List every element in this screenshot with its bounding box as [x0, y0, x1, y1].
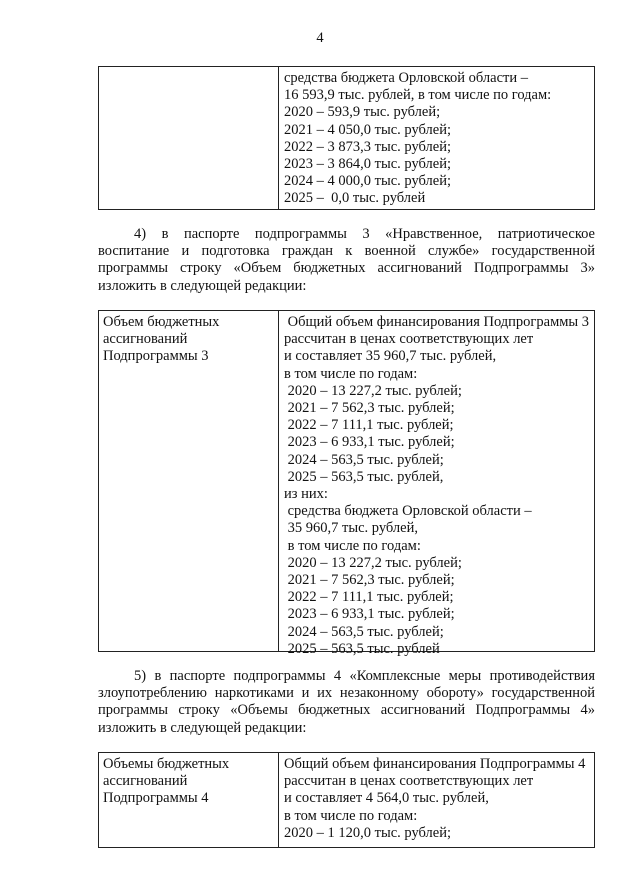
table-line: рассчитан в ценах соответствующих лет: [284, 773, 534, 790]
table-line: 2023 – 6 933,1 тыс. рублей;: [284, 434, 455, 451]
table-line: из них:: [284, 486, 328, 503]
table-value-cell: [279, 753, 594, 847]
budget-table-continued: [98, 66, 595, 210]
table-label-line: ассигнований: [103, 773, 188, 790]
table-line: 35 960,7 тыс. рублей,: [284, 520, 418, 537]
table-line: 2025 – 563,5 тыс. рублей: [284, 640, 440, 657]
table-line: 2020 – 13 227,2 тыс. рублей;: [284, 554, 462, 571]
table-line: в том числе по годам:: [284, 807, 418, 824]
table-label-line: ассигнований: [103, 331, 188, 348]
table-line: рассчитан в ценах соответствующих лет: [284, 331, 534, 348]
table-line: 2021 – 7 562,3 тыс. рублей;: [284, 572, 455, 589]
paragraph-text: 5) в паспорте подпрограммы 4 «Комплексные меры противодействия злоупотреблению наркотиками и их незаконному обороту» государственной программы строку «Объемы бюджетных ассигнований Подпрограммы 4» изложить в следующей редакции:: [98, 668, 595, 736]
table-line: средства бюджета Орловской области –: [284, 70, 528, 86]
table-line: Общий объем финансирования Подпрограммы 3: [284, 314, 590, 330]
table-line: 2022 – 3 873,3 тыс. рублей;: [284, 138, 451, 155]
table-line: 2023 – 6 933,1 тыс. рублей;: [284, 606, 455, 623]
table-line: 16 593,9 тыс. рублей, в том числе по годам:: [284, 87, 552, 104]
table-label-line: Подпрограммы 4: [103, 790, 209, 807]
table-line: и составляет 4 564,0 тыс. рублей,: [284, 790, 489, 807]
table-line: 2025 – 0,0 тыс. рублей: [284, 190, 426, 207]
table-label-cell: [99, 311, 279, 651]
paragraph-text: 4) в паспорте подпрограммы 3 «Нравственное, патриотическое воспитание и подготовка граждан к военной службе» государственной программы строку «Объем бюджетных ассигнований Подпрограммы 3» изложить в следующей редакции:: [98, 226, 595, 294]
paragraph-item-5: [98, 668, 595, 737]
table-line: 2025 – 563,5 тыс. рублей,: [284, 468, 444, 485]
table-line: 2020 – 13 227,2 тыс. рублей;: [284, 382, 462, 399]
table-label-line: Объем бюджетных: [103, 314, 220, 330]
table-line: 2021 – 4 050,0 тыс. рублей;: [284, 121, 451, 138]
page-number: 4: [316, 30, 324, 46]
table-line: 2020 – 593,9 тыс. рублей;: [284, 104, 441, 121]
budget-table-subprogram-4: [98, 752, 595, 848]
table-line: 2024 – 4 000,0 тыс. рублей;: [284, 173, 451, 190]
table-line: 2021 – 7 562,3 тыс. рублей;: [284, 400, 455, 417]
paragraph-item-4: [98, 226, 595, 295]
table-line: 2024 – 563,5 тыс. рублей;: [284, 451, 444, 468]
budget-table-subprogram-3: [98, 310, 595, 657]
table-label-cell: [99, 753, 279, 847]
table-value-cell: [279, 311, 594, 657]
table-label-line: Подпрограммы 3: [103, 348, 209, 365]
table-line: в том числе по годам:: [284, 537, 421, 554]
table-label-cell: [99, 67, 279, 209]
table-value-cell: [279, 67, 594, 209]
table-line: 2024 – 563,5 тыс. рублей;: [284, 623, 444, 640]
table-label-line: Объемы бюджетных: [103, 756, 230, 772]
table-line: 2020 – 1 120,0 тыс. рублей;: [284, 824, 451, 841]
table-line: Общий объем финансирования Подпрограммы 4: [284, 756, 586, 772]
table-line: средства бюджета Орловской области –: [284, 503, 532, 520]
table-line: 2022 – 7 111,1 тыс. рублей;: [284, 417, 454, 434]
table-line: 2022 – 7 111,1 тыс. рублей;: [284, 589, 454, 606]
table-line: в том числе по годам:: [284, 365, 418, 382]
table-line: 2023 – 3 864,0 тыс. рублей;: [284, 156, 451, 173]
table-line: и составляет 35 960,7 тыс. рублей,: [284, 348, 497, 365]
